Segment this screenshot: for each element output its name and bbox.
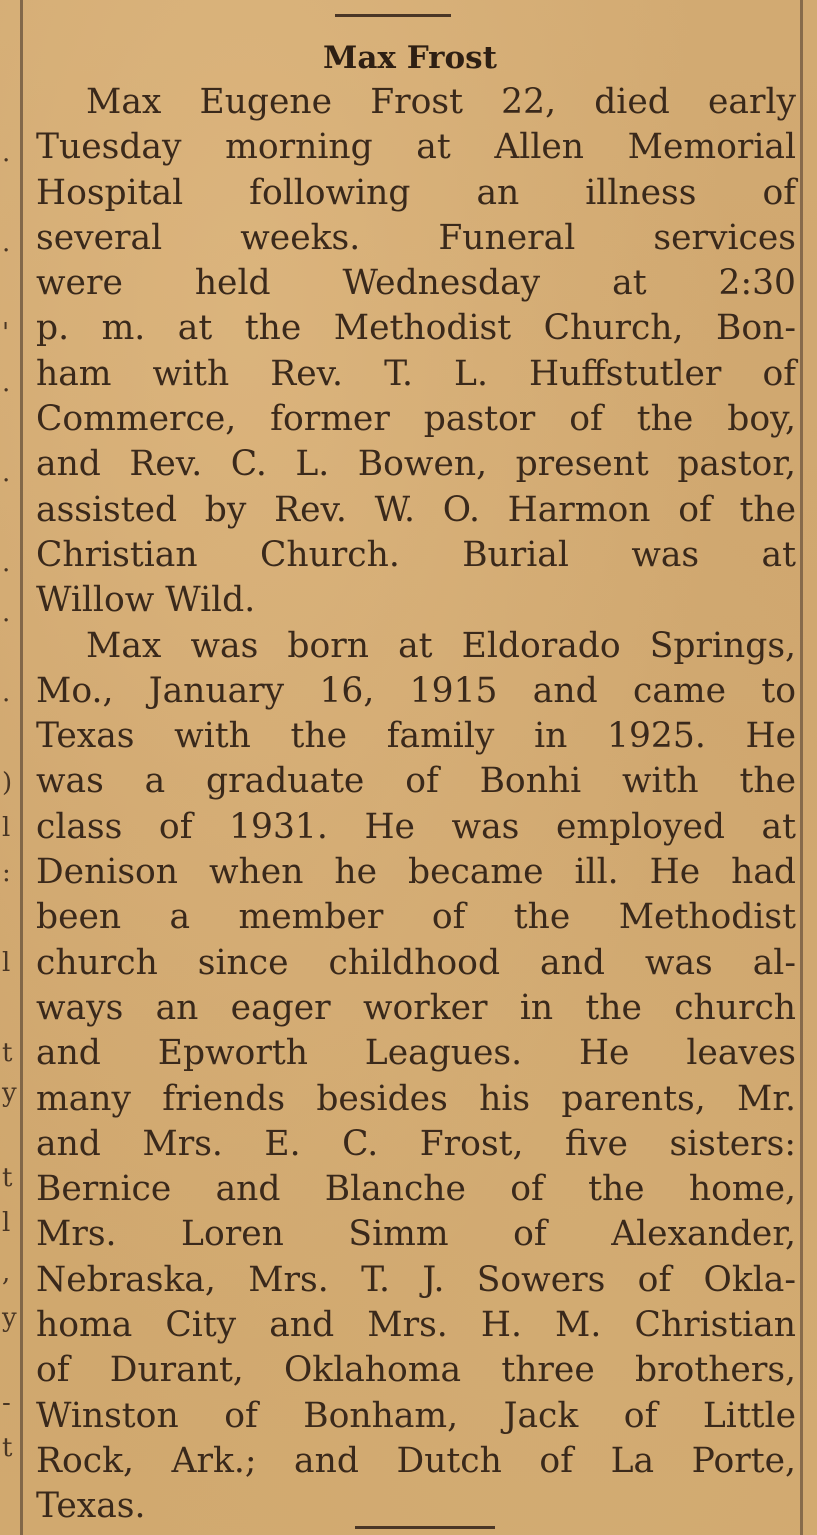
right-column-rule [800, 0, 803, 1535]
edge-fragment-char: l [2, 948, 11, 978]
paragraph-1 [36, 80, 796, 624]
edge-fragment-char: . [2, 678, 11, 708]
text-line: p. m. at the Methodist Church, Bon- [36, 308, 796, 349]
text-line: ways an eager worker in the church [36, 987, 796, 1028]
paragraph-2 [36, 624, 796, 1530]
text-line: Christian Church. Burial was at [36, 534, 796, 575]
text-line: Texas with the family in 1925. He [36, 716, 796, 757]
text-line: Max was born at Eldorado Springs, [86, 625, 796, 666]
text-line: Texas. [36, 1486, 146, 1527]
text-line: were held Wednesday at 2:30 [36, 263, 796, 304]
edge-fragment-char: ) [2, 768, 13, 798]
text-line: church since childhood and was al- [36, 942, 796, 983]
text-line: of Durant, Oklahoma three brothers, [36, 1350, 796, 1391]
text-line: been a member of the Methodist [36, 897, 796, 938]
text-line: many friends besides his parents, Mr. [36, 1078, 796, 1119]
edge-fragment-char: . [2, 598, 11, 628]
edge-fragment-char: t [2, 1038, 13, 1068]
edge-fragment-char: . [2, 368, 11, 398]
edge-fragment-char: . [2, 228, 11, 258]
text-line: several weeks. Funeral services [36, 217, 796, 258]
text-line: Hospital following an illness of [36, 172, 796, 213]
top-divider-rule [335, 14, 451, 17]
text-line: Willow Wild. [36, 580, 256, 621]
text-line: Tuesday morning at Allen Memorial [36, 127, 796, 168]
edge-fragment-char: , [2, 1258, 11, 1288]
edge-fragment-char: : [2, 858, 11, 888]
article-headline: Max Frost [323, 40, 497, 76]
edge-fragment-char: l [2, 1208, 11, 1238]
edge-fragment-char: t [2, 1433, 13, 1463]
edge-fragment-char: . [2, 548, 11, 578]
text-line: Mo., January 16, 1915 and came to [36, 670, 796, 711]
text-line: and Mrs. E. C. Frost, five sisters: [36, 1123, 796, 1164]
edge-fragment-char: - [2, 1388, 11, 1418]
text-line: Nebraska, Mrs. T. J. Sowers of Okla- [36, 1259, 796, 1300]
edge-fragment-char: y [2, 1303, 17, 1333]
text-line: assisted by Rev. W. O. Harmon of the [36, 489, 796, 530]
edge-fragment-char: y [2, 1078, 17, 1108]
obituary-article [36, 80, 796, 1530]
edge-fragment-char: t [2, 1163, 13, 1193]
text-line: Denison when he became ill. He had [36, 852, 796, 893]
text-line: Commerce, former pastor of the boy, [36, 399, 796, 440]
text-line: class of 1931. He was employed at [36, 806, 796, 847]
text-line: Winston of Bonham, Jack of Little [36, 1395, 796, 1436]
adjacent-column-fragments [0, 0, 18, 1535]
text-line: Rock, Ark.; and Dutch of La Porte, [36, 1440, 796, 1481]
edge-fragment-char: . [2, 138, 11, 168]
text-line: and Rev. C. L. Bowen, present pastor, [36, 444, 796, 485]
text-line: was a graduate of Bonhi with the [36, 761, 796, 802]
left-column-rule [20, 0, 23, 1535]
text-line: Mrs. Loren Simm of Alexander, [36, 1214, 796, 1255]
text-line: ham with Rev. T. L. Huffstutler of [36, 353, 796, 394]
text-line: homa City and Mrs. H. M. Christian [36, 1305, 796, 1346]
edge-fragment-char: l [2, 813, 11, 843]
text-line: and Epworth Leagues. He leaves [36, 1033, 796, 1074]
text-line: Max Eugene Frost 22, died early [86, 82, 796, 122]
edge-fragment-char: . [2, 458, 11, 488]
text-line: Bernice and Blanche of the home, [36, 1169, 796, 1210]
edge-fragment-char: ' [2, 318, 10, 348]
